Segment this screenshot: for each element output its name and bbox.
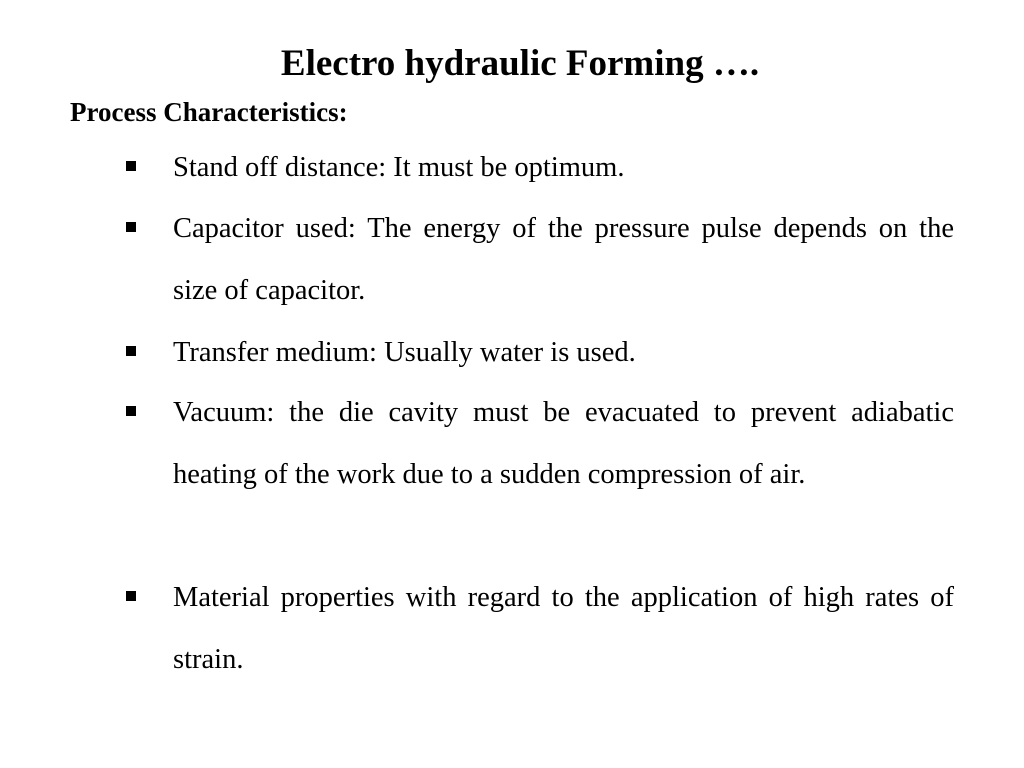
bullet-text: Material properties with regard to the application of high rates of strain. <box>173 582 954 675</box>
square-bullet-icon <box>126 382 136 444</box>
bullet-text: Vacuum: the die cavity must be evacuated to prevent adiabatic heating of the work due to a sudden compression of air. <box>173 397 954 490</box>
section-heading: Process Characteristics: <box>70 97 348 127</box>
slide-title: Electro hydraulic Forming …. <box>280 43 760 84</box>
square-bullet-icon <box>126 137 136 199</box>
square-bullet-icon <box>126 567 136 629</box>
square-bullet-icon <box>126 322 136 384</box>
bullet-text: Stand off distance: It must be optimum. <box>173 152 625 183</box>
bullet-text: Capacitor used: The energy of the pressure pulse depends on the size of capacitor. <box>173 213 954 306</box>
square-bullet-icon <box>126 198 136 260</box>
bullet-text: Transfer medium: Usually water is used. <box>173 337 636 368</box>
